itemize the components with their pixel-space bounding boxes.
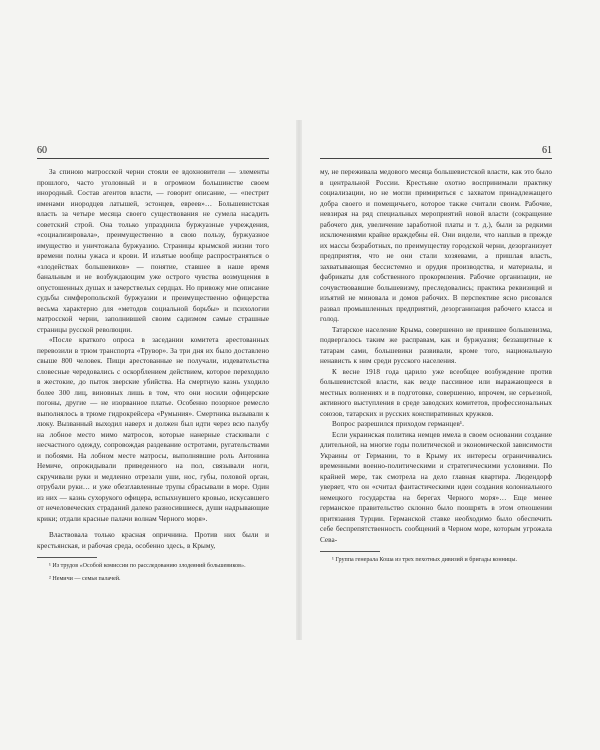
right-paragraph-5: Если украинская политика немцев имела в своем основании создание длительной, на многие годы политической и экономической зависимости Украины от Германии, то в Крыму их интересы ограничивались временными военно-политическими и стратегическими условиями. По крайней мере, так смотрела на дело главная квартира. Людендорф уверяет, что он «считал фантастическими идеи создания колониального немецкого государства на берегах Черного моря»… Еще менее германское правительство склонно было поощрять в этом отношении притязания Турции. Германской ставке необходимо было обеспечить себе беспрепятственность сообщений в Черном море, которым угрожала Сева- [320, 430, 552, 544]
left-footnote-2: ² Немичи — семья палачей. [49, 575, 121, 582]
left-page-number: 60 [37, 145, 47, 156]
left-footnote-rule [37, 557, 97, 558]
left-paragraph-1: За спиною матросской черни стояли ее вдохновители — элементы прошлого, часто уголовный и в огромном большинстве своем инородный. Состав агентов власти, — говорит описание, — «пестрит именами инородцев латышей, эстонцев, евреев»… Большевистская власть за четыре месяца своего существования не сумела насадить советский строй. Она только упразднила буржуазные учреждения, «социализировала», преимущественно в свою пользу, буржуазное имущество и уничтожала буржуазию. Страницы крымской жизни того времени полны ужаса и крови. И изъятые вообще распространяться о «злодействах большевиков» — понятие, ставшее в наше время банальным и не возбуждающим уже острого чувства возмущения в опустошенных душах и зачерствелых сердцах. Но привожу мне описание судьбы симферопольской буржуазии и преимущественно офицерства весьма характерно для «методов социальной борьбы» и психологии матросской черни, заполнившей своим садизмом самые страшные страницы русской революции. [37, 168, 269, 334]
left-header-rule [37, 158, 269, 159]
right-header-rule [320, 158, 552, 159]
left-paragraph-2: «После краткого опроса в заседании комитета арестованных перевозили в трюм транспорта «Трувор». За три дня их было доставлено свыше 800 человек. Пищи арестованные не получали, издевательства словесные чередовались с оскорблением действием, которое переходило в жестокие, до пыток зверские убийства. На смертную казнь уходило более 300 лиц, виновных лишь в том, что они носили офицерские погоны, другие — не изорванное платье. Особенно позорное ремесло выполнялось в трюме гидрокрейсера «Румыния». Смертника вызывали к люку. Вызванный выходил наверх и должен был идти через всю палубу на лобное место мимо матросов, которые нанерные стаскивали с несчастного одежду, сопровождая раздевание остротами, ругательствами и побоями. На лобном месте матросы, выполнявшие роль Антонина Немиче, опрокидывали приведенного на пол, связывали ноги, скручивали руки и медленно отрезали уши, нос, губы, половой орган, отрубали руки… и уже обезглавленные трупы сбрасывали в море. Один из них — казнь сухорукого офицера, вспыхнувшего кровью, искусавшего от нечеловеческих страданий далеко разносившиеся, души надрывающие крики; отдали красные палачи волнам Черного моря». [37, 336, 269, 523]
right-paragraph-3: К весне 1918 года царило уже всеобщее возбуждение против большевистской власти, как везде пассивное или выражающееся в местных волнениях и в подготовке, совершенно, впрочем, не серьезной, активного выступления в среде заводских комитетов, профессиональных союзов, татарских и русских конспиративных кружков. [320, 367, 552, 418]
right-paragraph-1: му, не переживала медового месяца большевистской власти, как это было в центральной России. Крестьяне охотно воспринимали практику социализации, но не могли примириться с захватом принадлежащего добра своего и помещичьего, которое также считали своим. Рабочие, невзирая на ряд специальных мероприятий новой власти (сокращение рабочего дня, увеличение заработной платы и т. д.), были за редкими исключениями крайне враждебны ей. Они видели, что наплыв в прежде их массы безработных, по преимуществу городской черни, дезорганизует предприятия, что не они стали хозяевами, а пришлая власть, захватывающая бессистемно и орудия производства, и материалы, и фабрикаты для собственного прокормления. Рабочие организации, не сочувствовавшие большевизму, преследовались; практика реквизиций и изъятий не миновала и домов рабочих. В перспективе ясно рисовался развал промышленных предприятий, дезорганизация рабочего класса и голод. [320, 168, 552, 323]
right-footnote-rule [320, 551, 380, 552]
right-footnote-1: ¹ Группа генерала Коша из трех пехотных дивизий и бригады конницы. [332, 557, 517, 563]
right-paragraph-4: Вопрос разрешился приходом германцев¹. [332, 420, 464, 428]
right-page-number: 61 [542, 145, 552, 156]
right-paragraph-2: Татарское население Крыма, совершенно не приявшее большевизма, подвергалось таким же расправам, как и буржуазия; беззащитные к татарам сами, большевики развивали, кроме того, национальную ненависть к ним среди русского населения. [320, 325, 552, 365]
page-gutter [296, 120, 302, 640]
left-page [37, 145, 269, 584]
left-paragraph-3: Властвовала только красная опричнина. Против них были и крестьянская, и рабочая среда, особенно здесь, в Крыму, [37, 531, 269, 550]
left-footnote-1: ¹ Из трудов «Особой комиссии по расследованию злодеяний большевиков». [49, 563, 246, 569]
right-page [320, 145, 552, 565]
